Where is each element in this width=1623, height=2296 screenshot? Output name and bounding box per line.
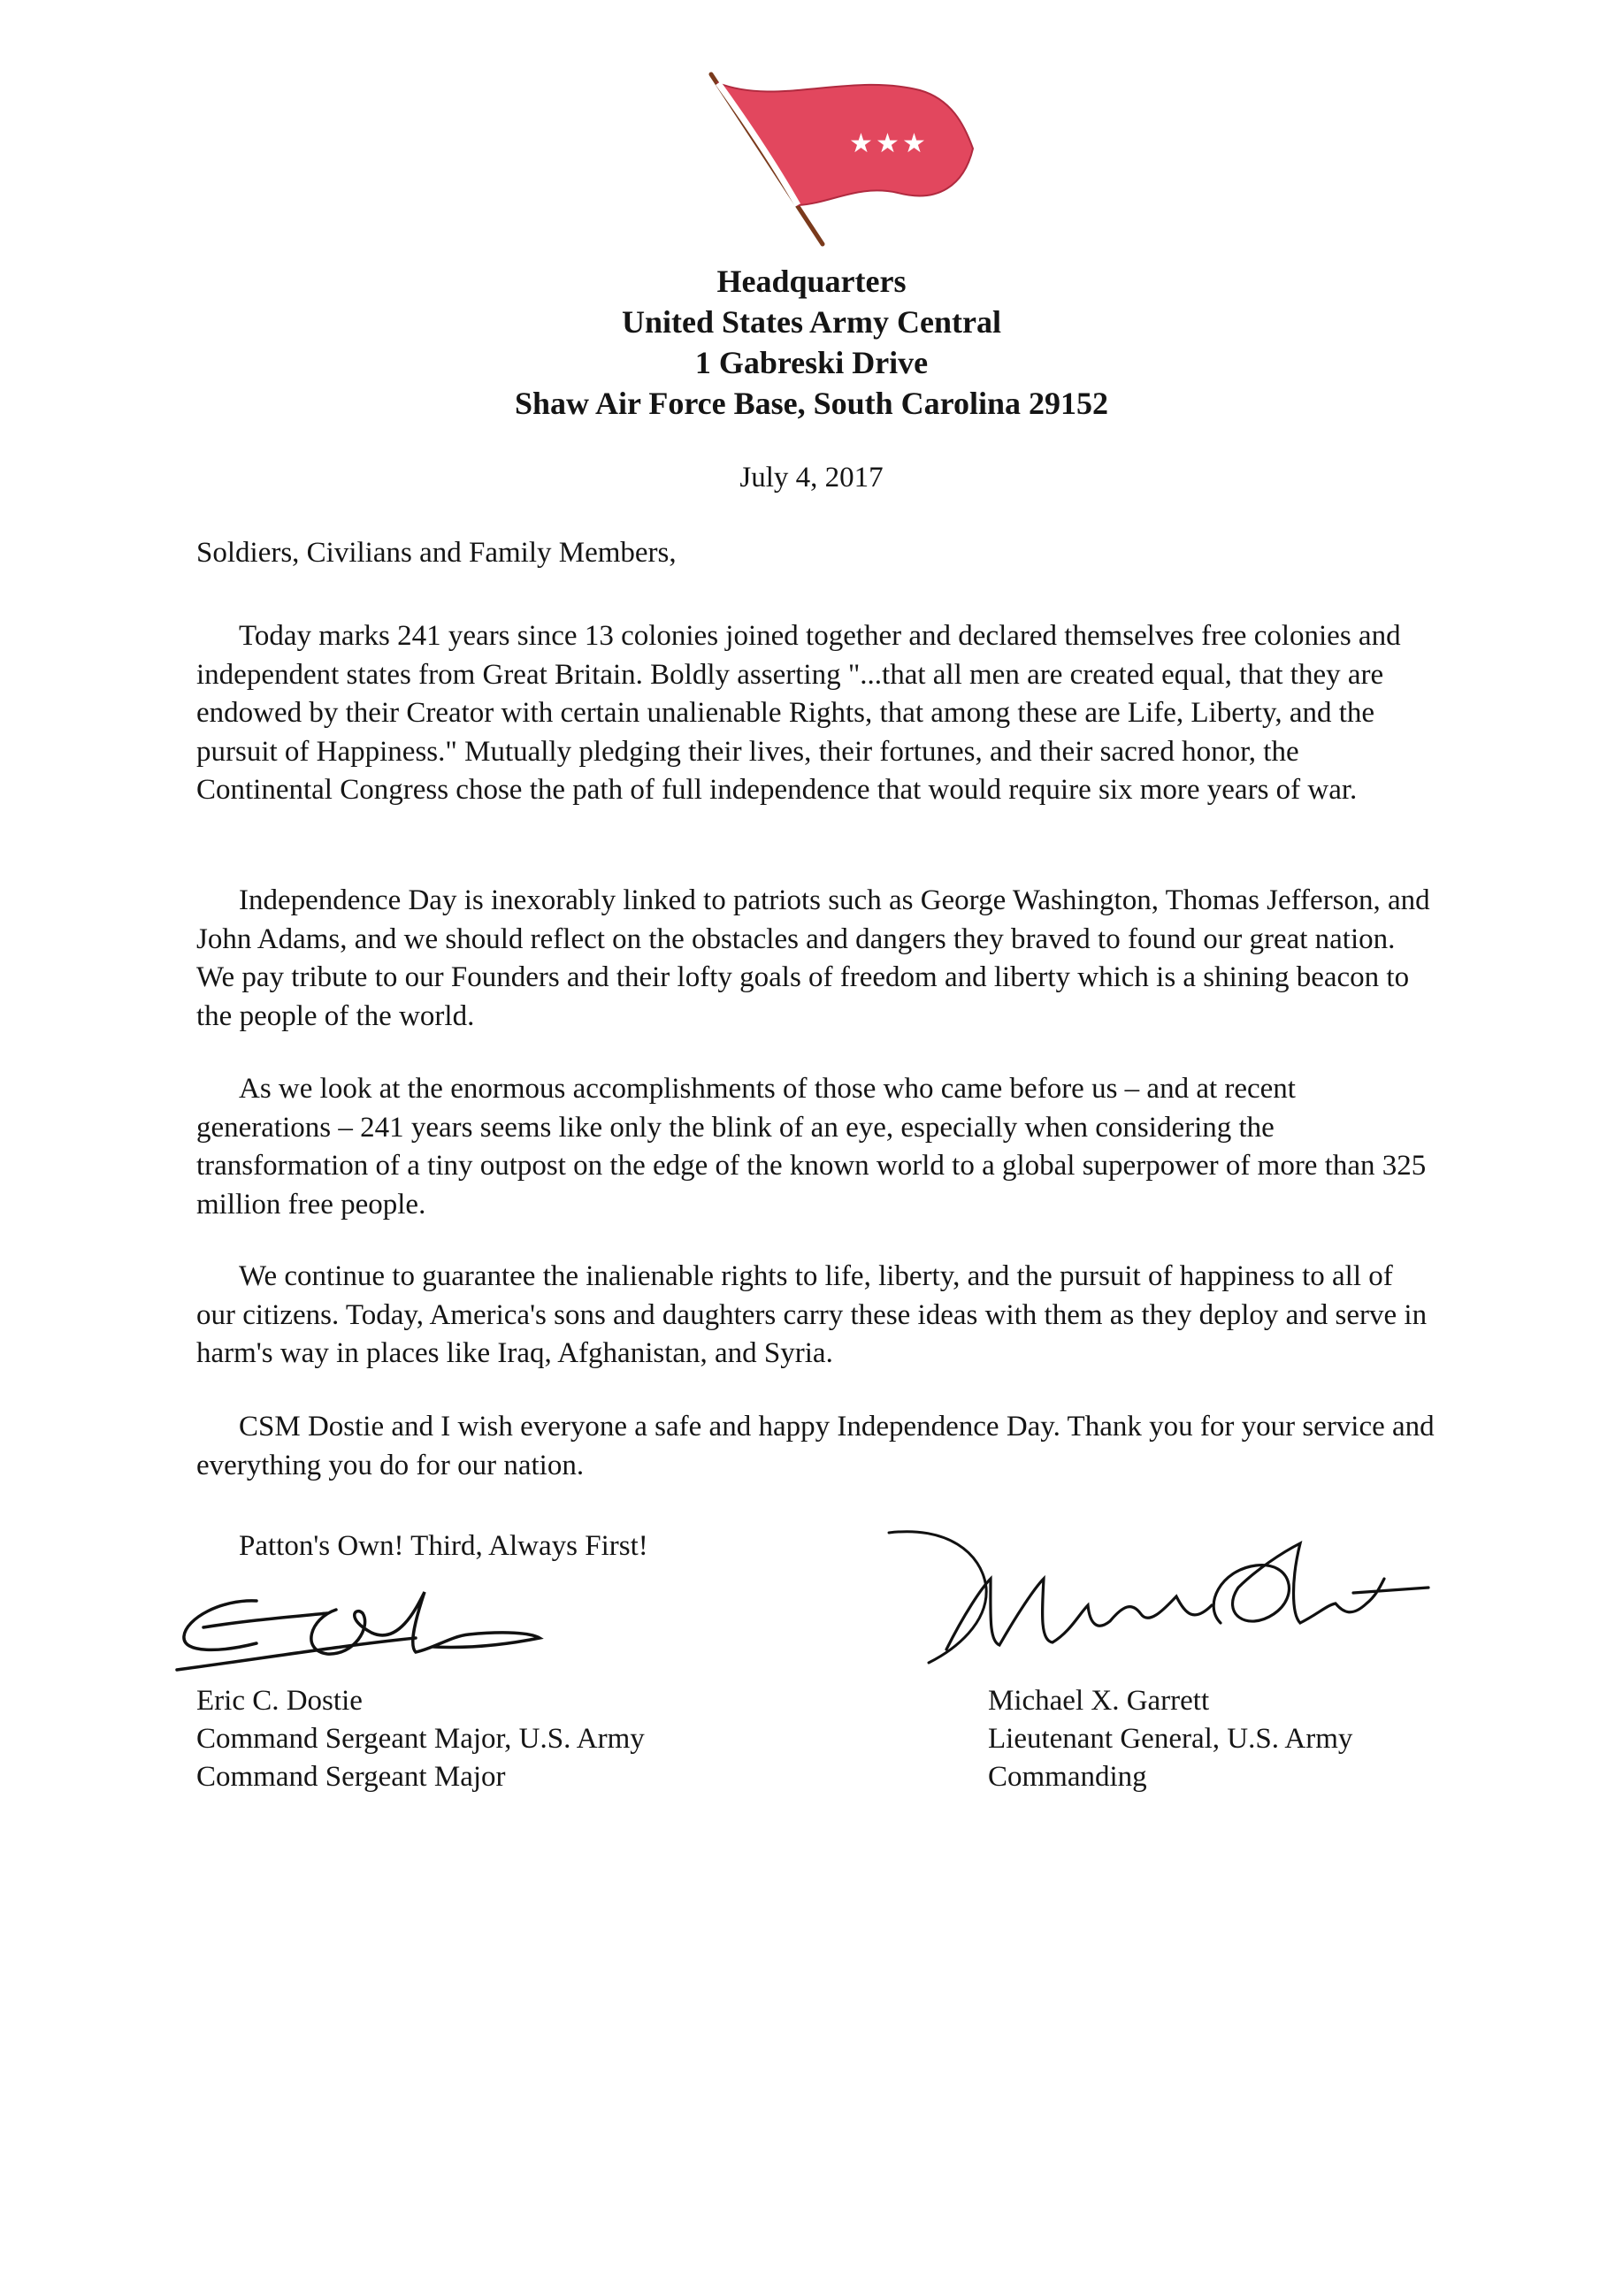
signatory-name: Eric C. Dostie xyxy=(196,1685,363,1717)
letter-date: July 4, 2017 xyxy=(739,462,884,494)
signatory-title: Command Sergeant Major, U.S. Army xyxy=(196,1723,645,1755)
three-star-flag-icon xyxy=(699,71,982,248)
body-paragraph: Independence Day is inexorably linked to patriots such as George Washington, Thomas Jefferson, and John Adams, and we should reflect on the obstacles and dangers they braved to found our great nation. We pay tribute to our Founders and their lofty goals of freedom and liberty which is a shining beacon to the people of the world. xyxy=(196,884,1430,1032)
body-paragraph: We continue to guarantee the inalienable rights to life, liberty, and the pursuit of happiness to all of our citizens. Today, America's sons and daughters carry these ideas with them as they deploy and serve in harm's way in places like Iraq, Afghanistan, and Syria. xyxy=(196,1260,1428,1369)
letterhead-line: Shaw Air Force Base, South Carolina 29152 xyxy=(514,386,1109,421)
signatory-title: Commanding xyxy=(988,1761,1147,1793)
letterhead-line: 1 Gabreski Drive xyxy=(694,345,929,380)
signatory-name: Michael X. Garrett xyxy=(988,1685,1210,1717)
flag-star: ★ xyxy=(902,128,926,159)
salutation: Soldiers, Civilians and Family Members, xyxy=(196,537,677,569)
signatory-title: Lieutenant General, U.S. Army xyxy=(988,1723,1353,1755)
letterhead-line: Headquarters xyxy=(716,264,907,299)
flag-star: ★ xyxy=(876,128,900,159)
closing-line: Patton's Own! Third, Always First! xyxy=(239,1530,648,1562)
signature-block-garrett xyxy=(988,1682,1352,1796)
body-paragraph: Today marks 241 years since 13 colonies joined together and declared themselves free colonies and independent states from Great Britain. Boldly asserting "...that all men are created equal, that they are endowed by their Creator with certain unalienable Rights, that among these are Life, Liberty, and the pursuit of Happiness." Mutually pledging their lives, their fortunes, and their sacred honor, the Continental Congress chose the path of full independence that would require six more years of war. xyxy=(196,620,1401,806)
letterhead xyxy=(0,261,1623,424)
signature-dostie xyxy=(150,1574,548,1680)
signature-garrett xyxy=(884,1517,1433,1672)
flag-star: ★ xyxy=(849,128,873,159)
body-paragraph: CSM Dostie and I wish everyone a safe and happy Independence Day. Thank you for your service and everything you do for our nation. xyxy=(196,1411,1435,1481)
signatory-title: Command Sergeant Major xyxy=(196,1761,506,1793)
letterhead-line: United States Army Central xyxy=(622,304,1001,340)
signature-block-dostie xyxy=(196,1682,645,1796)
body-paragraph: As we look at the enormous accomplishments of those who came before us – and at recent generations – 241 years seems like only the blink of an eye, especially when considering the transformation of a tiny outpost on the edge of the known world to a global superpower of more than 325 million free people. xyxy=(196,1073,1427,1221)
